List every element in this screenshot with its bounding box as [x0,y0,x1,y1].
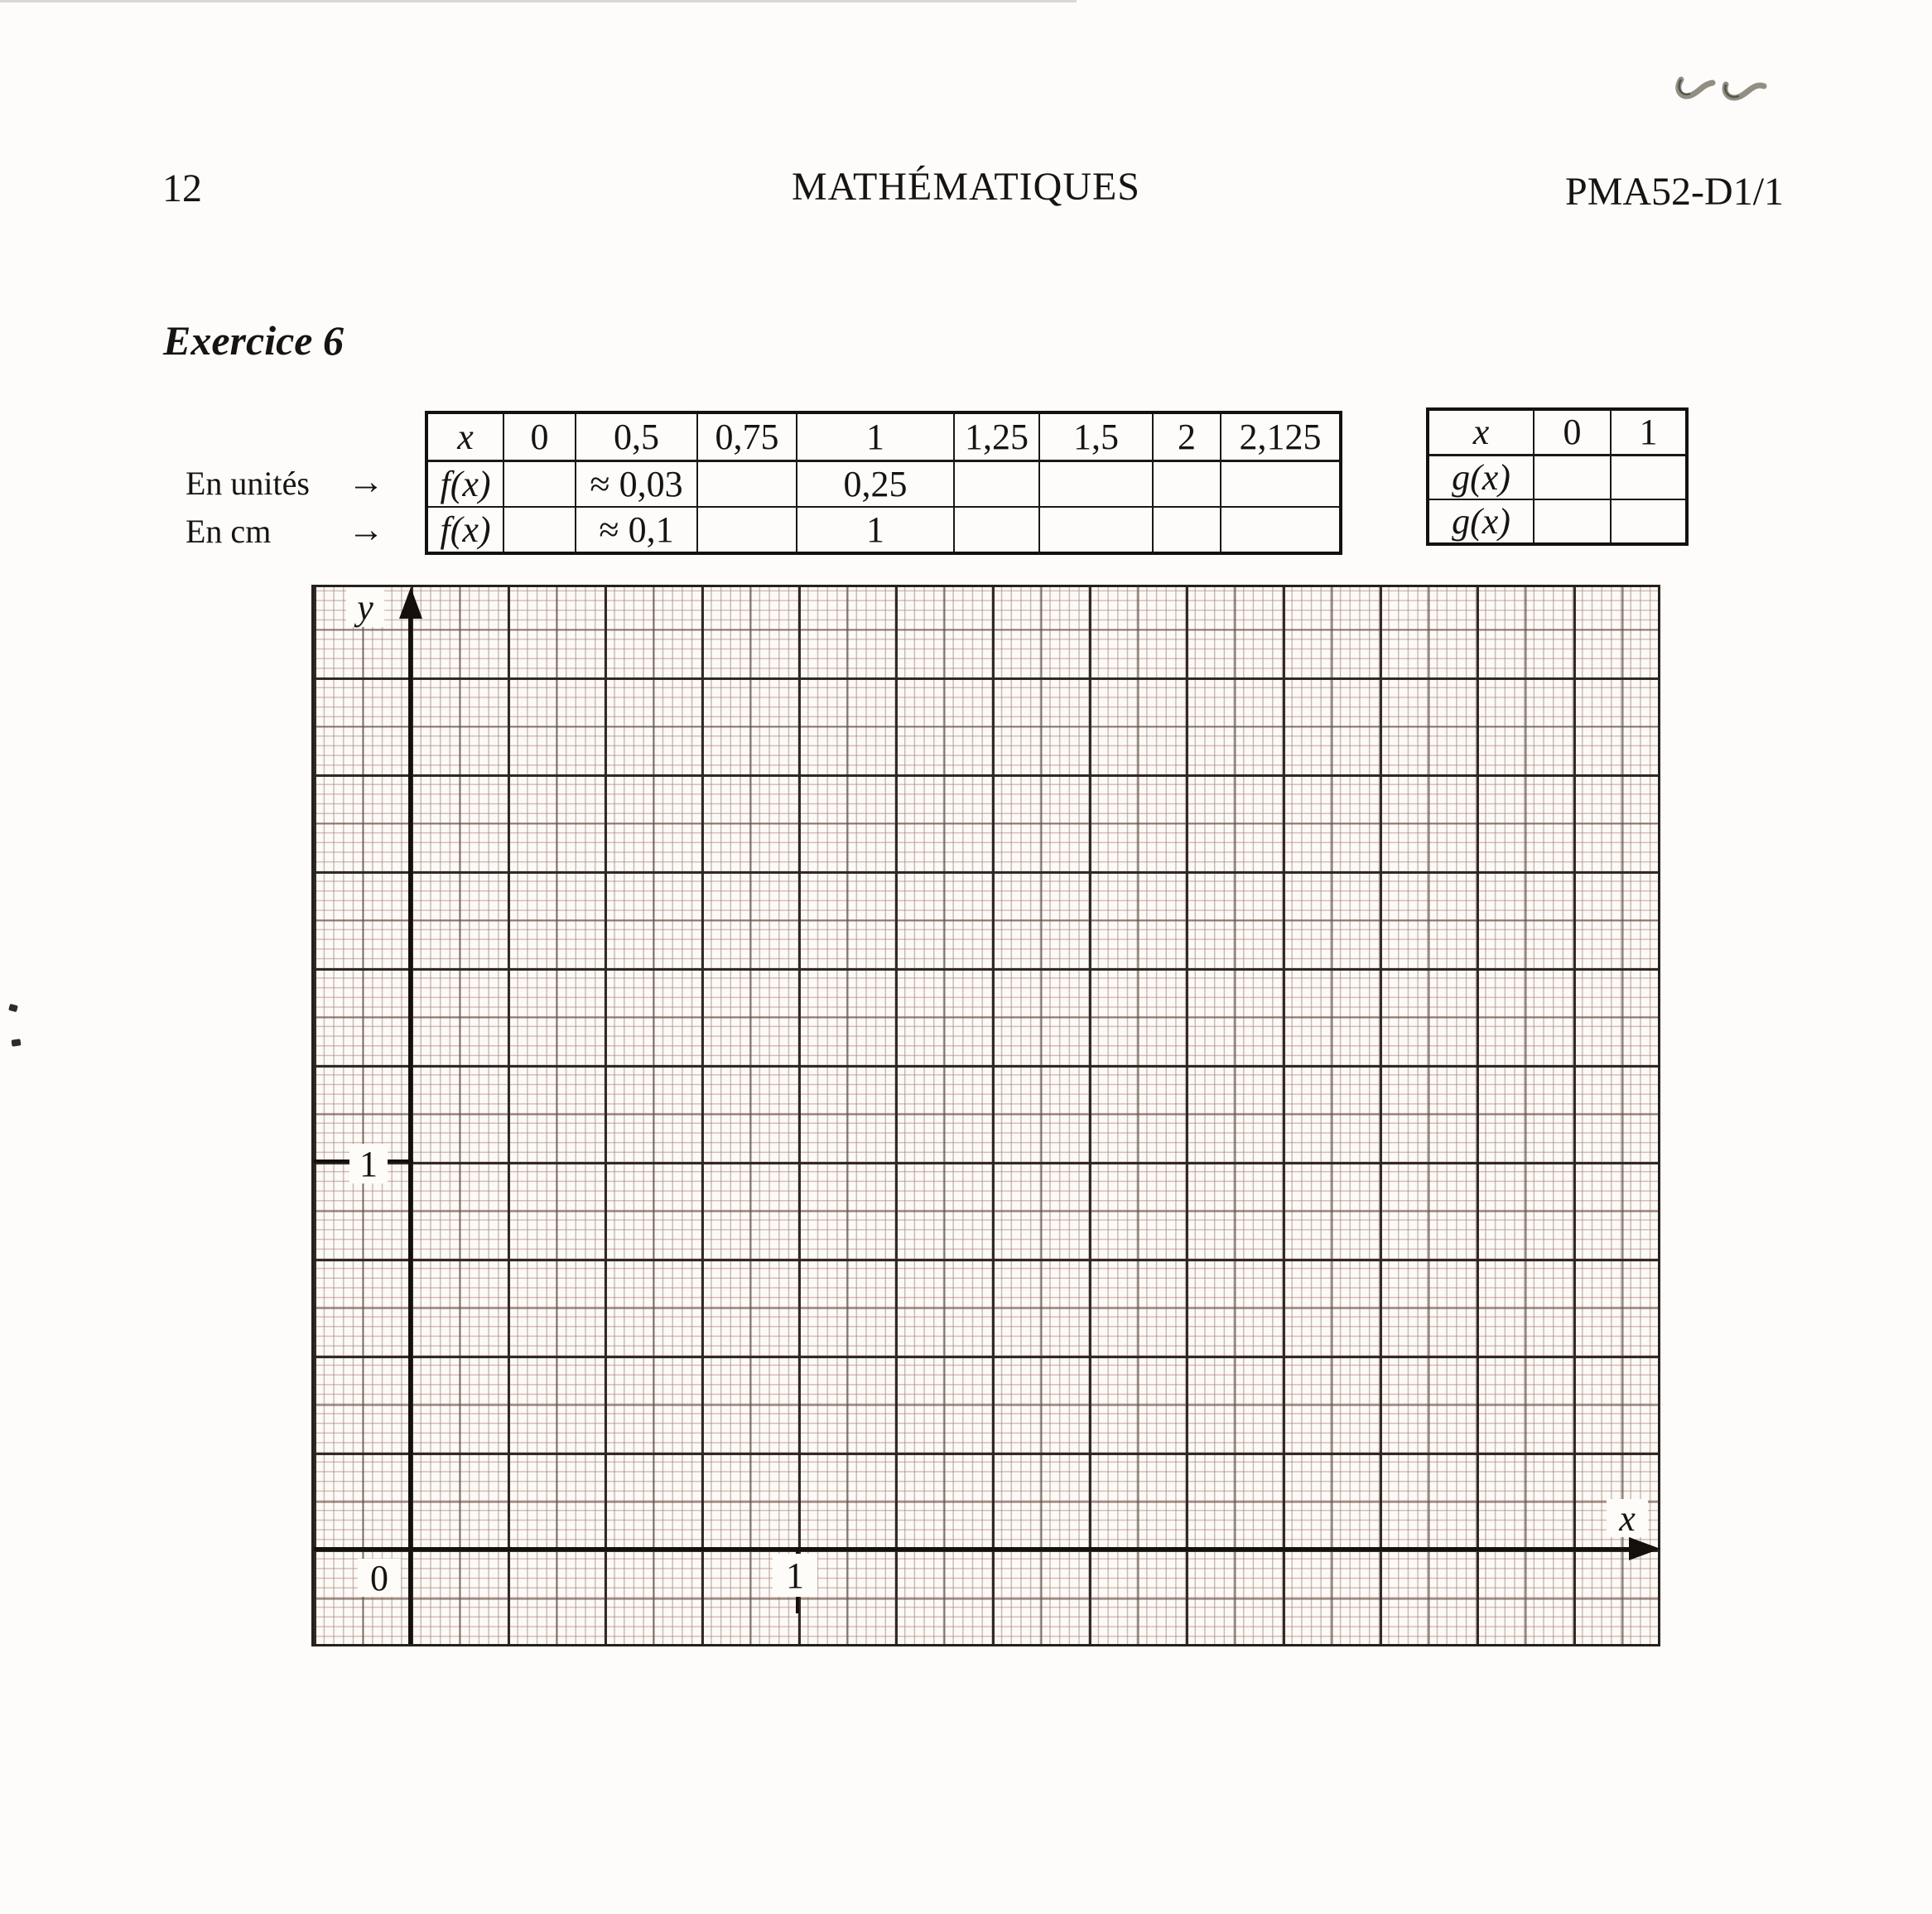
g-table-row-label: g(x) [1428,499,1534,544]
millimeter-graph-paper [311,585,1660,1646]
g-values-table [1426,407,1689,546]
f-table-header-cell: 1,25 [954,412,1039,460]
f-table-cell [1153,460,1221,507]
f-table-cell [503,507,576,553]
table-row [426,460,1341,507]
scan-edge-artifact [0,0,1077,2]
g-table-header-x: x [1428,409,1534,455]
table-row [426,412,1341,460]
exercise-title: Exercice 6 [163,317,344,364]
f-table-cell [697,460,797,507]
page-number: 12 [162,166,202,210]
right-arrow-icon: → [348,509,384,550]
f-table-cell [1039,507,1153,553]
f-table-cell [1221,460,1341,507]
f-table-cell [503,460,576,507]
f-table-cell [954,507,1039,553]
g-table-cell [1611,499,1687,544]
f-table-header-cell: 0,75 [697,412,797,460]
f-table-header-cell: 0,5 [576,412,697,460]
f-table-header-cell: 1,5 [1039,412,1153,460]
table-row [1428,455,1687,499]
x-axis-label: x [1607,1499,1648,1537]
f-table-cell [1153,507,1221,553]
origin-label: 0 [358,1559,401,1597]
f-table-cell: ≈ 0,03 [576,460,697,507]
right-arrow-icon: → [348,461,384,502]
scan-speck [8,1004,18,1012]
f-table-cell [1039,460,1153,507]
g-table-row-label: g(x) [1428,455,1534,499]
staple-mark [1671,58,1771,111]
y-axis-arrow-icon [399,587,422,619]
f-table-header-x: x [426,412,503,460]
scan-speck [11,1039,21,1046]
x-axis [314,1547,1654,1551]
f-table-row-label: f(x) [426,460,503,507]
table-row [1428,499,1687,544]
y-axis [408,595,412,1644]
f-table-cell [1221,507,1341,553]
y-axis-label: y [346,587,384,627]
f-table-header-cell: 2 [1153,412,1221,460]
f-values-table [425,411,1342,555]
g-table-cell [1611,455,1687,499]
document-code: PMA52-D1/1 [1565,170,1785,214]
f-table-row-label: f(x) [426,507,503,553]
f-table-cell [697,507,797,553]
page-title: MATHÉMATIQUES [792,165,1140,209]
x-tick-label-1: 1 [773,1554,817,1597]
f-table-cell: 0,25 [797,460,954,507]
row-label-cm: En cm [185,513,272,550]
f-table-header-cell: 1 [797,412,954,460]
f-table-cell: 1 [797,507,954,553]
row-label-units: En unités [185,465,310,502]
g-table-header-cell: 1 [1611,409,1687,455]
f-table-cell [954,460,1039,507]
f-table-header-cell: 0 [503,412,576,460]
table-row [1428,409,1687,455]
g-table-cell [1534,455,1611,499]
f-table-header-cell: 2,125 [1221,412,1341,460]
y-tick-label-1: 1 [349,1144,388,1184]
x-axis-arrow-icon [1629,1537,1660,1560]
g-table-cell [1534,499,1611,544]
g-table-header-cell: 0 [1534,409,1611,455]
f-table-cell: ≈ 0,1 [576,507,697,553]
table-row [426,507,1341,553]
